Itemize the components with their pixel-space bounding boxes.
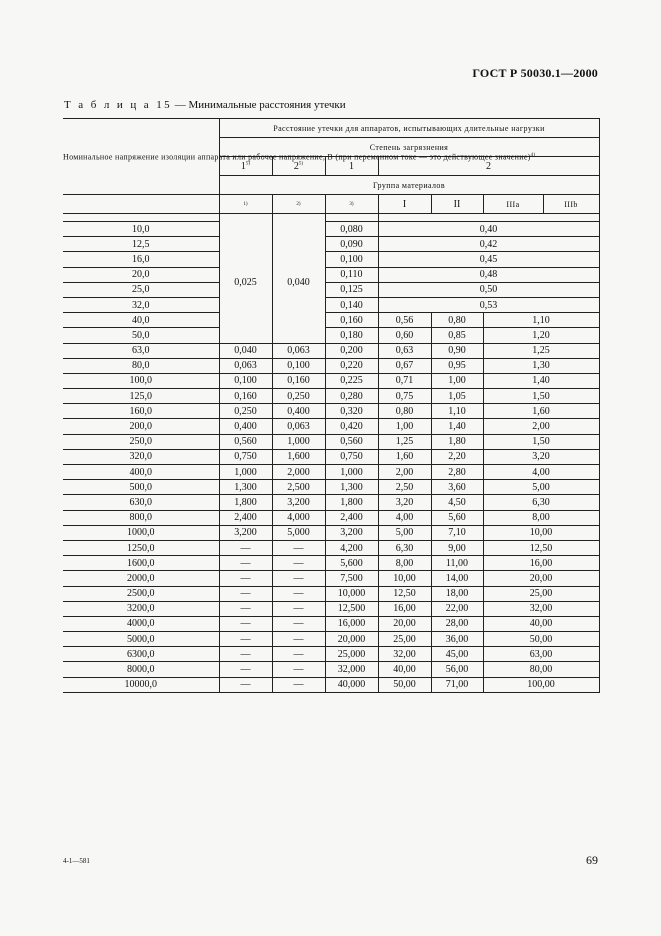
table-row <box>63 632 599 647</box>
voltage-cell: 1000,0 <box>63 525 219 540</box>
table-row <box>63 222 599 237</box>
creepage-col3-cell: 12,500 <box>325 601 378 616</box>
creepage-col3-cell: 0,280 <box>325 389 378 404</box>
group-i-cell: 6,30 <box>378 540 431 555</box>
group-iii-cell: 3,20 <box>483 449 599 464</box>
creepage-col1-cell: — <box>219 632 272 647</box>
voltage-cell: 12,5 <box>63 237 219 252</box>
merged-group-cell: 0,48 <box>378 267 599 282</box>
table-caption-separator: — <box>172 99 189 111</box>
spacer <box>378 214 599 222</box>
group-ii-header: II <box>431 195 483 214</box>
group-i-cell: 1,25 <box>378 434 431 449</box>
creepage-col1-cell: 0,063 <box>219 358 272 373</box>
voltage-cell: 4000,0 <box>63 616 219 631</box>
group-i-cell: 16,00 <box>378 601 431 616</box>
voltage-cell: 20,0 <box>63 267 219 282</box>
group-ii-cell: 22,00 <box>431 601 483 616</box>
merged-group-cell: 0,40 <box>378 222 599 237</box>
creepage-col2-cell: — <box>272 647 325 662</box>
creepage-col3-cell: 4,200 <box>325 540 378 555</box>
voltage-cell: 25,0 <box>63 282 219 297</box>
table-row <box>63 616 599 631</box>
group-ii-cell: 0,95 <box>431 358 483 373</box>
group-ii-cell: 11,00 <box>431 556 483 571</box>
group-ii-cell: 2,20 <box>431 449 483 464</box>
group-iii-cell: 1,25 <box>483 343 599 358</box>
group-iii-cell: 6,30 <box>483 495 599 510</box>
group-i-cell: 10,00 <box>378 571 431 586</box>
creepage-col1-cell: — <box>219 540 272 555</box>
creepage-col3-cell: 0,320 <box>325 404 378 419</box>
creepage-col3-cell: 0,140 <box>325 297 378 312</box>
group-iii-cell: 80,00 <box>483 662 599 677</box>
creepage-col3-cell: 0,220 <box>325 358 378 373</box>
group-iii-cell: 12,50 <box>483 540 599 555</box>
creepage-col3-cell: 0,080 <box>325 222 378 237</box>
group-ii-cell: 0,80 <box>431 313 483 328</box>
creepage-col1-cell: — <box>219 616 272 631</box>
creepage-col3-cell: 32,000 <box>325 662 378 677</box>
table-row <box>63 556 599 571</box>
creepage-col1-cell: — <box>219 586 272 601</box>
creepage-col3-cell: 5,600 <box>325 556 378 571</box>
group-ii-cell: 4,50 <box>431 495 483 510</box>
group-iii-cell: 50,00 <box>483 632 599 647</box>
voltage-cell: 63,0 <box>63 343 219 358</box>
voltage-cell: 80,0 <box>63 358 219 373</box>
table-row <box>63 571 599 586</box>
group-iii-cell: 1,40 <box>483 373 599 388</box>
creepage-col3-cell: 0,110 <box>325 267 378 282</box>
group-i-cell: 0,60 <box>378 328 431 343</box>
creepage-col1-cell: 2,400 <box>219 510 272 525</box>
group-ii-cell: 56,00 <box>431 662 483 677</box>
creepage-col2-cell: 0,250 <box>272 389 325 404</box>
table-caption-title: Минимальные расстояния утечки <box>188 99 346 111</box>
table-row <box>63 540 599 555</box>
group-i-cell: 2,50 <box>378 480 431 495</box>
creepage-col3-cell: 3,200 <box>325 525 378 540</box>
creepage-col3-cell: 1,000 <box>325 465 378 480</box>
creepage-col1-cell: — <box>219 662 272 677</box>
creepage-col2-cell: 3,200 <box>272 495 325 510</box>
creepage-col2-cell: — <box>272 586 325 601</box>
group-ii-cell: 45,00 <box>431 647 483 662</box>
group-ii-cell: 5,60 <box>431 510 483 525</box>
creepage-col2-cell: 0,160 <box>272 373 325 388</box>
group-iii-cell: 4,00 <box>483 465 599 480</box>
voltage-cell: 10000,0 <box>63 677 219 692</box>
group-ii-cell: 3,60 <box>431 480 483 495</box>
creepage-col3-cell: 0,160 <box>325 313 378 328</box>
table-row <box>63 328 599 343</box>
voltage-cell: 10,0 <box>63 222 219 237</box>
voltage-cell: 200,0 <box>63 419 219 434</box>
creepage-col3-cell: 0,125 <box>325 282 378 297</box>
table-row <box>63 389 599 404</box>
creepage-col3-cell: 0,560 <box>325 434 378 449</box>
pollution-degree-header: Степень загрязнения <box>219 138 599 157</box>
voltage-cell: 160,0 <box>63 404 219 419</box>
group-ii-cell: 14,00 <box>431 571 483 586</box>
note-1-header: 1) <box>219 195 272 214</box>
group-iii-cell: 1,30 <box>483 358 599 373</box>
group-ii-cell: 7,10 <box>431 525 483 540</box>
creepage-col2-cell: — <box>272 601 325 616</box>
group-iii-cell: 2,00 <box>483 419 599 434</box>
creepage-col2-cell: 4,000 <box>272 510 325 525</box>
creepage-col1-cell: 1,300 <box>219 480 272 495</box>
group-i-header: I <box>378 195 431 214</box>
group-ii-cell: 36,00 <box>431 632 483 647</box>
page-number: 69 <box>586 853 598 867</box>
table-row <box>63 313 599 328</box>
creepage-col1-cell: 0,040 <box>219 343 272 358</box>
voltage-cell: 100,0 <box>63 373 219 388</box>
creepage-col3-cell: 0,225 <box>325 373 378 388</box>
voltage-cell: 1250,0 <box>63 540 219 555</box>
creepage-col1-cell: — <box>219 677 272 692</box>
table-row <box>63 586 599 601</box>
table-caption <box>64 99 346 111</box>
creepage-col3-cell: 7,500 <box>325 571 378 586</box>
note-3-header: 3) <box>325 195 378 214</box>
voltage-cell: 250,0 <box>63 434 219 449</box>
voltage-cell: 5000,0 <box>63 632 219 647</box>
group-i-cell: 50,00 <box>378 677 431 692</box>
table-row <box>63 237 599 252</box>
voltage-cell: 32,0 <box>63 297 219 312</box>
creepage-col2-cell: 2,000 <box>272 465 325 480</box>
degree-1-printed-wiring-header: 1$^{5)}$ <box>219 157 272 176</box>
creepage-col3-cell: 1,800 <box>325 495 378 510</box>
table-row <box>63 252 599 267</box>
voltage-header-continuation <box>63 195 219 214</box>
table-row <box>63 601 599 616</box>
creepage-col1-cell: 0,025 <box>219 222 272 344</box>
creepage-col1-cell: 0,160 <box>219 389 272 404</box>
creepage-col2-cell: 0,400 <box>272 404 325 419</box>
creepage-col2-cell: 1,600 <box>272 449 325 464</box>
creepage-col1-cell: 0,400 <box>219 419 272 434</box>
spacer <box>325 214 378 222</box>
voltage-cell: 800,0 <box>63 510 219 525</box>
table-caption-label: Т а б л и ц а 15 <box>64 99 172 111</box>
group-ii-cell: 2,80 <box>431 465 483 480</box>
creepage-col3-cell: 16,000 <box>325 616 378 631</box>
group-ii-cell: 1,05 <box>431 389 483 404</box>
group-iii-cell: 1,60 <box>483 404 599 419</box>
creepage-col2-cell: — <box>272 632 325 647</box>
group-ii-cell: 1,00 <box>431 373 483 388</box>
group-iiia-header: IIIa <box>483 195 543 214</box>
creepage-col1-cell: — <box>219 571 272 586</box>
group-iii-cell: 32,00 <box>483 601 599 616</box>
table-row <box>63 343 599 358</box>
voltage-cell: 40,0 <box>63 313 219 328</box>
creepage-col1-cell: — <box>219 601 272 616</box>
table-row <box>63 297 599 312</box>
group-i-cell: 1,60 <box>378 449 431 464</box>
creepage-header: Расстояние утечки для аппаратов, испытывающих длительные нагрузки <box>219 119 599 138</box>
group-i-cell: 0,71 <box>378 373 431 388</box>
group-iii-cell: 1,10 <box>483 313 599 328</box>
group-iii-cell: 5,00 <box>483 480 599 495</box>
table-row <box>63 373 599 388</box>
voltage-cell: 2500,0 <box>63 586 219 601</box>
table-row <box>63 495 599 510</box>
creepage-col3-cell: 20,000 <box>325 632 378 647</box>
group-i-cell: 0,75 <box>378 389 431 404</box>
creepage-col3-cell: 2,400 <box>325 510 378 525</box>
creepage-col2-cell: 2,500 <box>272 480 325 495</box>
group-i-cell: 20,00 <box>378 616 431 631</box>
group-ii-cell: 0,90 <box>431 343 483 358</box>
group-ii-cell: 71,00 <box>431 677 483 692</box>
group-iii-cell: 8,00 <box>483 510 599 525</box>
creepage-col1-cell: — <box>219 556 272 571</box>
group-i-cell: 8,00 <box>378 556 431 571</box>
merged-group-cell: 0,53 <box>378 297 599 312</box>
creepage-col1-cell: — <box>219 647 272 662</box>
creepage-col1-cell: 3,200 <box>219 525 272 540</box>
creepage-col1-cell: 1,000 <box>219 465 272 480</box>
group-iii-cell: 16,00 <box>483 556 599 571</box>
group-iii-cell: 1,20 <box>483 328 599 343</box>
print-mark: 4-1—581 <box>63 857 90 865</box>
table-row <box>63 662 599 677</box>
group-ii-cell: 9,00 <box>431 540 483 555</box>
table-row <box>63 510 599 525</box>
creepage-col2-cell: — <box>272 540 325 555</box>
creepage-col2-cell: 0,063 <box>272 343 325 358</box>
degree-1-header: 1 <box>325 157 378 176</box>
group-i-cell: 0,80 <box>378 404 431 419</box>
group-iii-cell: 40,00 <box>483 616 599 631</box>
table-row <box>63 404 599 419</box>
group-ii-cell: 28,00 <box>431 616 483 631</box>
group-iii-cell: 1,50 <box>483 434 599 449</box>
group-ii-cell: 1,80 <box>431 434 483 449</box>
group-ii-cell: 1,40 <box>431 419 483 434</box>
creepage-col2-cell: 0,040 <box>272 222 325 344</box>
group-i-cell: 25,00 <box>378 632 431 647</box>
voltage-cell: 125,0 <box>63 389 219 404</box>
group-i-cell: 3,20 <box>378 495 431 510</box>
creepage-col2-cell: — <box>272 556 325 571</box>
table-row <box>63 465 599 480</box>
voltage-cell: 1600,0 <box>63 556 219 571</box>
creepage-col2-cell: 0,100 <box>272 358 325 373</box>
voltage-cell: 320,0 <box>63 449 219 464</box>
voltage-cell: 50,0 <box>63 328 219 343</box>
table-row <box>63 647 599 662</box>
group-ii-cell: 0,85 <box>431 328 483 343</box>
group-i-cell: 32,00 <box>378 647 431 662</box>
table-row <box>63 434 599 449</box>
creepage-col3-cell: 0,200 <box>325 343 378 358</box>
group-iii-cell: 100,00 <box>483 677 599 692</box>
creepage-col3-cell: 0,100 <box>325 252 378 267</box>
creepage-col2-cell: — <box>272 677 325 692</box>
spacer <box>63 214 219 222</box>
merged-group-cell: 0,50 <box>378 282 599 297</box>
group-i-cell: 1,00 <box>378 419 431 434</box>
group-iii-cell: 63,00 <box>483 647 599 662</box>
table-row <box>63 449 599 464</box>
voltage-cell: 400,0 <box>63 465 219 480</box>
table-body <box>63 222 599 693</box>
group-iii-cell: 25,00 <box>483 586 599 601</box>
creepage-col2-cell: — <box>272 616 325 631</box>
voltage-cell: 6300,0 <box>63 647 219 662</box>
voltage-cell: 3200,0 <box>63 601 219 616</box>
group-i-cell: 2,00 <box>378 465 431 480</box>
table-row <box>63 282 599 297</box>
creepage-col2-cell: 1,000 <box>272 434 325 449</box>
group-iii-cell: 10,00 <box>483 525 599 540</box>
creepage-col3-cell: 25,000 <box>325 647 378 662</box>
group-i-cell: 0,56 <box>378 313 431 328</box>
table-row <box>63 267 599 282</box>
voltage-cell: 16,0 <box>63 252 219 267</box>
group-iii-cell: 20,00 <box>483 571 599 586</box>
group-i-cell: 0,63 <box>378 343 431 358</box>
group-i-cell: 0,67 <box>378 358 431 373</box>
note-2-header: 2) <box>272 195 325 214</box>
creepage-col1-cell: 0,100 <box>219 373 272 388</box>
group-i-cell: 5,00 <box>378 525 431 540</box>
group-i-cell: 40,00 <box>378 662 431 677</box>
table-row <box>63 677 599 692</box>
creepage-col3-cell: 0,420 <box>325 419 378 434</box>
creepage-col2-cell: 0,063 <box>272 419 325 434</box>
group-iiib-header: IIIb <box>543 195 599 214</box>
voltage-cell: 500,0 <box>63 480 219 495</box>
creepage-col1-cell: 1,800 <box>219 495 272 510</box>
creepage-distance-table <box>63 118 600 693</box>
merged-group-cell: 0,42 <box>378 237 599 252</box>
creepage-col3-cell: 1,300 <box>325 480 378 495</box>
table-row <box>63 419 599 434</box>
voltage-cell: 2000,0 <box>63 571 219 586</box>
creepage-col3-cell: 0,180 <box>325 328 378 343</box>
table-row <box>63 525 599 540</box>
table-row <box>63 358 599 373</box>
creepage-col2-cell: 5,000 <box>272 525 325 540</box>
spacer <box>219 214 272 222</box>
material-group-header: Группа материалов <box>219 176 599 195</box>
group-iii-cell: 1,50 <box>483 389 599 404</box>
voltage-cell: 8000,0 <box>63 662 219 677</box>
degree-2-header: 2 <box>378 157 599 176</box>
group-ii-cell: 1,10 <box>431 404 483 419</box>
creepage-col2-cell: — <box>272 571 325 586</box>
creepage-col2-cell: — <box>272 662 325 677</box>
group-i-cell: 4,00 <box>378 510 431 525</box>
group-i-cell: 12,50 <box>378 586 431 601</box>
document-number: ГОСТ Р 50030.1—2000 <box>472 66 598 80</box>
creepage-col3-cell: 0,090 <box>325 237 378 252</box>
group-ii-cell: 18,00 <box>431 586 483 601</box>
creepage-col1-cell: 0,250 <box>219 404 272 419</box>
creepage-col1-cell: 0,560 <box>219 434 272 449</box>
creepage-col3-cell: 0,750 <box>325 449 378 464</box>
merged-group-cell: 0,45 <box>378 252 599 267</box>
degree-2-printed-wiring-header: 2$^{5)}$ <box>272 157 325 176</box>
voltage-cell: 630,0 <box>63 495 219 510</box>
spacer <box>272 214 325 222</box>
voltage-header: Номинальное напряжение изоляции аппарата или рабочее напряжение, В (при переменном токе — это действующее значение)$^{4)}$ <box>63 119 219 195</box>
creepage-col1-cell: 0,750 <box>219 449 272 464</box>
creepage-col3-cell: 40,000 <box>325 677 378 692</box>
table-row <box>63 480 599 495</box>
creepage-col3-cell: 10,000 <box>325 586 378 601</box>
